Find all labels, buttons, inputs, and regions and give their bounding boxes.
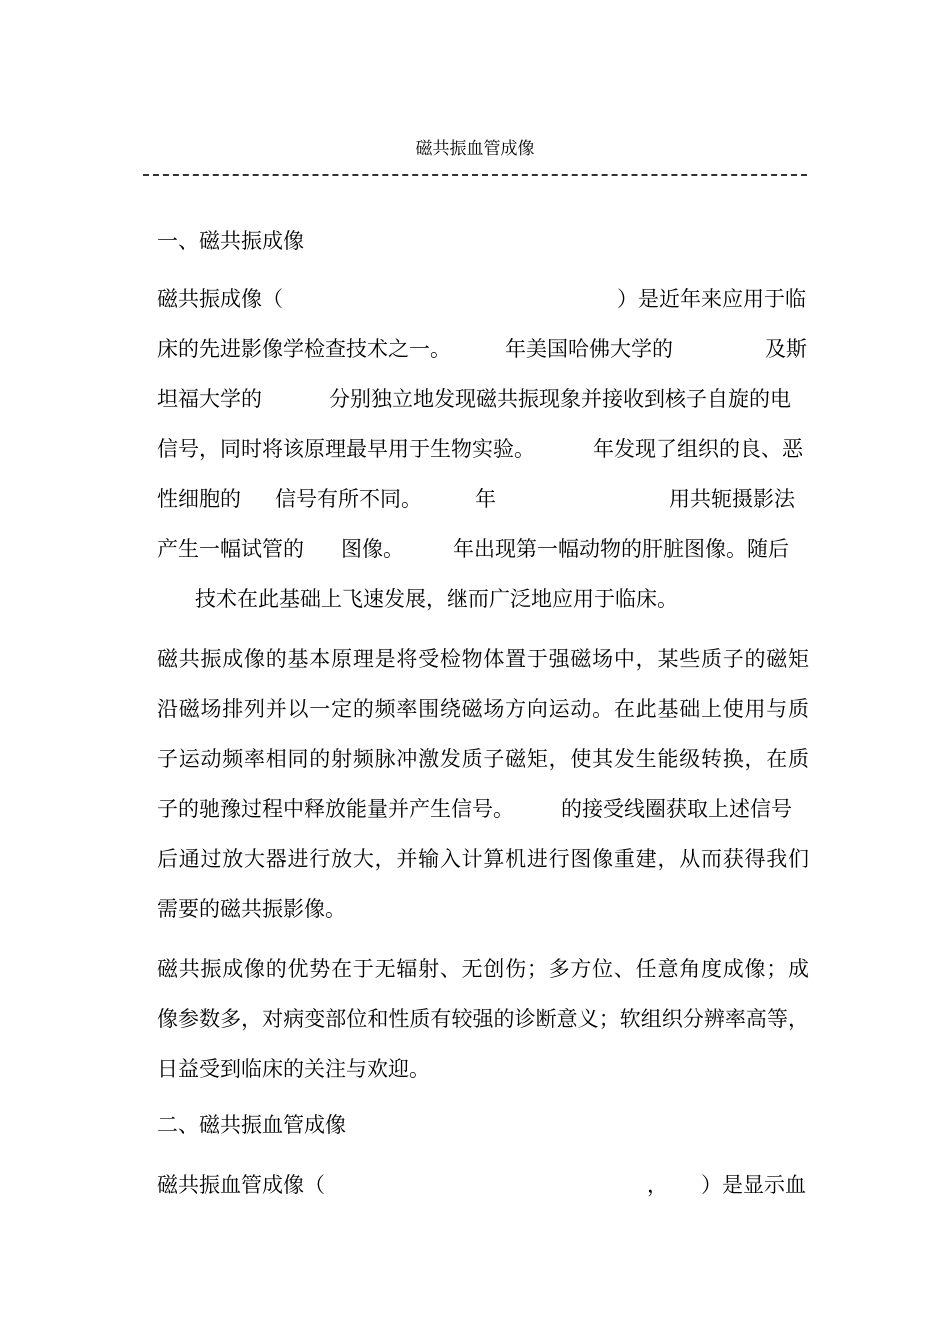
text-segment: 年发现了组织的良、恶	[593, 437, 803, 461]
text-segment: ）是近年来应用于临	[617, 287, 806, 311]
text-line: 子运动频率相同的射频脉冲激发质子磁矩，使其发生能级转换，在质	[157, 747, 809, 771]
text-line	[157, 534, 809, 564]
text-line	[157, 484, 809, 514]
text-segment: 磁共振血管成像（	[157, 1173, 325, 1197]
text-segment: 技术在此基础上飞速发展，继而广泛地应用于临床。	[195, 587, 678, 611]
text-segment: 信号，同时将该原理最早用于生物实验。	[157, 437, 535, 461]
text-segment: 的接受线圈获取上述信号	[561, 797, 792, 821]
text-segment: 及斯	[765, 337, 807, 361]
text-segment: 年美国哈佛大学的	[505, 337, 673, 361]
page-header: 磁共振血管成像	[415, 139, 535, 159]
text-line	[157, 384, 809, 414]
text-segment: 坦福大学的	[157, 387, 262, 411]
text-line: 沿磁场排列并以一定的频率围绕磁场方向运动。在此基础上使用与质	[157, 697, 809, 721]
text-segment: 年出现第一幅动物的肝脏图像。随后	[453, 537, 789, 561]
text-segment: ）是显示血	[701, 1173, 806, 1197]
text-line	[157, 794, 809, 824]
text-segment: 子的驰豫过程中释放能量并产生信号。	[157, 797, 514, 821]
section-heading-1: 一、磁共振成像	[157, 229, 304, 253]
text-line	[157, 584, 809, 614]
text-segment: 信号有所不同。	[275, 487, 422, 511]
text-line	[157, 284, 809, 314]
text-line: 需要的磁共振影像。	[157, 897, 346, 921]
text-line: 像参数多，对病变部位和性质有较强的诊断意义；软组织分辨率高等，	[157, 1007, 809, 1031]
text-line	[157, 334, 809, 364]
text-line: 后通过放大器进行放大，并输入计算机进行图像重建，从而获得我们	[157, 847, 809, 871]
text-segment: 磁共振成像（	[157, 287, 283, 311]
header-divider	[143, 174, 807, 176]
text-line	[157, 1170, 809, 1200]
text-segment: 床的先进影像学检查技术之一。	[157, 337, 451, 361]
text-line	[157, 434, 809, 464]
text-segment: 用共轭摄影法	[669, 487, 795, 511]
text-segment: 性细胞的	[157, 487, 241, 511]
text-segment: 产生一幅试管的	[157, 537, 304, 561]
text-segment: 图像。	[341, 537, 404, 561]
text-line: 日益受到临床的关注与欢迎。	[157, 1057, 430, 1081]
text-line: 磁共振成像的优势在于无辐射、无创伤；多方位、任意角度成像；成	[157, 957, 809, 981]
text-segment: 分别独立地发现磁共振现象并接收到核子自旋的电	[329, 387, 791, 411]
text-segment: 年	[475, 487, 496, 511]
text-segment: ，	[647, 1173, 668, 1197]
text-line: 磁共振成像的基本原理是将受检物体置于强磁场中，某些质子的磁矩	[157, 647, 809, 671]
section-heading-2: 二、磁共振血管成像	[157, 1113, 346, 1137]
